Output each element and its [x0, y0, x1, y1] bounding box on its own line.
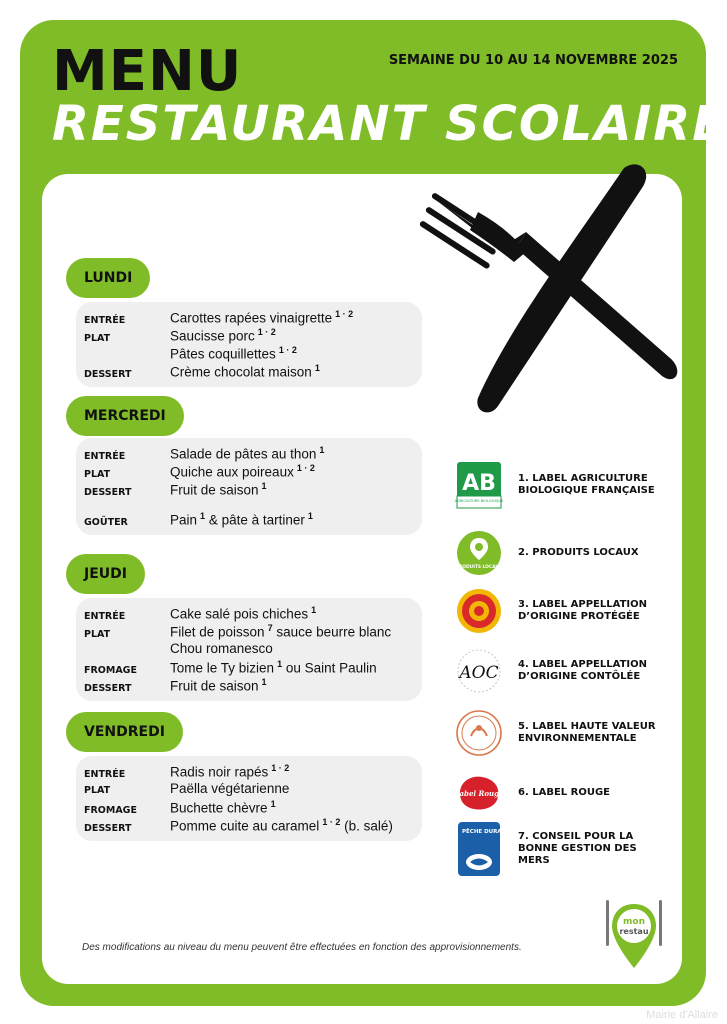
ab-logo-caption: AGRICULTURE BIOLOGIQUE	[454, 499, 504, 503]
brand-word-1: mon	[623, 917, 645, 927]
day-tab-vendredi: VENDREDI	[66, 712, 183, 752]
menu-row	[84, 781, 412, 799]
legend-item-label-rouge	[456, 770, 668, 816]
label-rouge-icon	[456, 770, 502, 816]
menu-row	[84, 345, 412, 363]
day-box-lundi	[76, 302, 422, 387]
dish-name: Salade de pâtes au thon $^1$	[170, 445, 325, 462]
course-label: ENTRÉE	[84, 314, 126, 326]
menu-row	[84, 763, 412, 781]
course-label: ENTRÉE	[84, 610, 126, 622]
menu-row	[84, 481, 412, 499]
legend-text: 3. LABEL APPELLATION D’ORIGINE PROTÉGÉE	[518, 599, 648, 622]
label-marks: 1	[314, 363, 320, 373]
day-box-vendredi	[76, 756, 422, 841]
dish-name: Fruit de saison $^1$	[170, 677, 267, 694]
dish-name: Radis noir rapés $^{1 \cdot 2}$	[170, 763, 290, 780]
legend-item-aop	[456, 588, 668, 634]
dish-name: Crème chocolat maison $^1$	[170, 363, 320, 380]
legend-item-hve	[456, 710, 668, 756]
dish-name: Tome le Ty bizien $^1$ ou Saint Paulin	[170, 659, 377, 676]
legend-text: 7. CONSEIL POUR LA BONNE GESTION DES MERS	[518, 831, 637, 866]
menu-row	[84, 511, 412, 529]
ab-logo-letters: AB	[462, 471, 496, 496]
menu-row	[84, 659, 412, 677]
menu-row	[84, 445, 412, 463]
label-marks: 1 · 2	[271, 763, 290, 773]
label-marks: 1	[270, 799, 276, 809]
local-products-icon	[456, 530, 502, 576]
restaurant-title: RESTAURANT SCOLAIRE	[52, 96, 727, 152]
label-marks: 1	[307, 511, 313, 521]
msc-label-icon	[456, 826, 529, 872]
legend-text: 5. LABEL HAUTE VALEUR ENVIRONNEMENTALE	[518, 721, 656, 744]
label-marks: 1	[311, 605, 317, 615]
day-box-jeudi	[76, 598, 422, 701]
menu-title: MENU	[52, 39, 243, 104]
dish-name: Buchette chèvre $^1$	[170, 799, 276, 816]
menu-row	[84, 605, 412, 623]
week-dates: SEMAINE DU 10 AU 14 NOVEMBRE 2025	[388, 53, 678, 68]
label-marks: 1 · 2	[278, 345, 297, 355]
course-label: PLAT	[84, 332, 111, 344]
legend-text: 1. LABEL AGRICULTURE BIOLOGIQUE FRANÇAISE	[518, 473, 655, 496]
menu-row	[84, 799, 412, 817]
course-label: PLAT	[84, 628, 111, 640]
fork-knife-icon	[418, 160, 688, 420]
legend-item-bio	[456, 462, 668, 508]
dish-name: Pain $^1$ & pâte à tartiner $^1$	[170, 511, 313, 528]
course-label: ENTRÉE	[84, 450, 126, 462]
course-label: DESSERT	[84, 822, 132, 834]
label-marks: 1	[319, 445, 325, 455]
legend-text: 2. PRODUITS LOCAUX	[518, 547, 639, 558]
label-marks: 1 · 2	[257, 327, 276, 337]
dish-name: Fruit de saison $^1$	[170, 481, 267, 498]
dish-name: Filet de poisson $^7$ sauce beurre blanc	[170, 623, 392, 640]
day-tab-mercredi: MERCREDI	[66, 396, 184, 436]
course-label: GOÛTER	[84, 516, 128, 528]
course-label: PLAT	[84, 468, 111, 480]
dish-name: Quiche aux poireaux $^{1 \cdot 2}$	[170, 463, 315, 480]
legend-item-aoc	[456, 648, 668, 694]
label-marks: 1 · 2	[335, 309, 354, 319]
menu-row	[84, 641, 412, 659]
menu-row	[84, 309, 412, 327]
hve-label-icon	[456, 710, 502, 756]
aop-label-icon	[456, 588, 502, 634]
mon-restau-logo	[604, 896, 664, 972]
menu-row	[84, 463, 412, 481]
label-marks: 7	[267, 623, 273, 633]
course-label: DESSERT	[84, 682, 132, 694]
local-logo-text: PRODUITS LOCAUX	[455, 565, 503, 570]
course-label: ENTRÉE	[84, 768, 126, 780]
supply-note: Des modifications au niveau du menu peuvent être effectuées en fonction des approvisionnements.	[82, 942, 522, 953]
label-marks: 1 · 2	[296, 463, 315, 473]
day-tab-jeudi: JEUDI	[66, 554, 145, 594]
dish-name: Carottes rapées vinaigrette $^{1 \cdot 2}$	[170, 309, 354, 326]
dish-name: Pomme cuite au caramel $^{1 \cdot 2}$ (b. salé)	[170, 817, 393, 834]
course-label: FROMAGE	[84, 804, 137, 816]
brand-word-2: restau	[619, 927, 649, 936]
course-label: DESSERT	[84, 368, 132, 380]
legend-text: 6. LABEL ROUGE	[518, 787, 611, 798]
aoc-label-icon	[456, 648, 502, 694]
label-marks: 1	[200, 511, 206, 521]
dish-name: Chou romanesco	[170, 641, 273, 656]
menu-row	[84, 623, 412, 641]
menu-row	[84, 327, 412, 345]
course-label: DESSERT	[84, 486, 132, 498]
menu-row	[84, 363, 412, 381]
dish-name: Cake salé pois chiches $^1$	[170, 605, 317, 622]
label-marks: 1	[261, 677, 267, 687]
menu-row	[84, 817, 412, 835]
label-marks: 1	[277, 659, 283, 669]
course-label: FROMAGE	[84, 664, 137, 676]
legend-item-msc	[456, 826, 668, 872]
legend-item-local	[456, 530, 668, 576]
ab-label-icon	[456, 462, 502, 508]
label-rouge-logo-text: Label Rouge	[454, 789, 504, 798]
credit-watermark: Mairie d'Allaire	[646, 1009, 718, 1021]
dish-name: Pâtes coquillettes $^{1 \cdot 2}$	[170, 345, 297, 362]
label-marks: 1	[261, 481, 267, 491]
day-tab-lundi: LUNDI	[66, 258, 150, 298]
course-label: PLAT	[84, 785, 111, 796]
day-box-mercredi	[76, 438, 422, 535]
dish-name: Saucisse porc $^{1 \cdot 2}$	[170, 327, 276, 344]
dish-name: Paëlla végétarienne	[170, 781, 290, 796]
msc-logo-text: PÊCHE DURABLE MSC	[462, 829, 529, 835]
menu-row	[84, 677, 412, 695]
aoc-logo-letters: AOC	[459, 663, 499, 683]
legend-text: 4. LABEL APPELLATION D’ORIGINE CONTÔLÉE	[518, 659, 648, 682]
label-marks: 1 · 2	[322, 817, 341, 827]
